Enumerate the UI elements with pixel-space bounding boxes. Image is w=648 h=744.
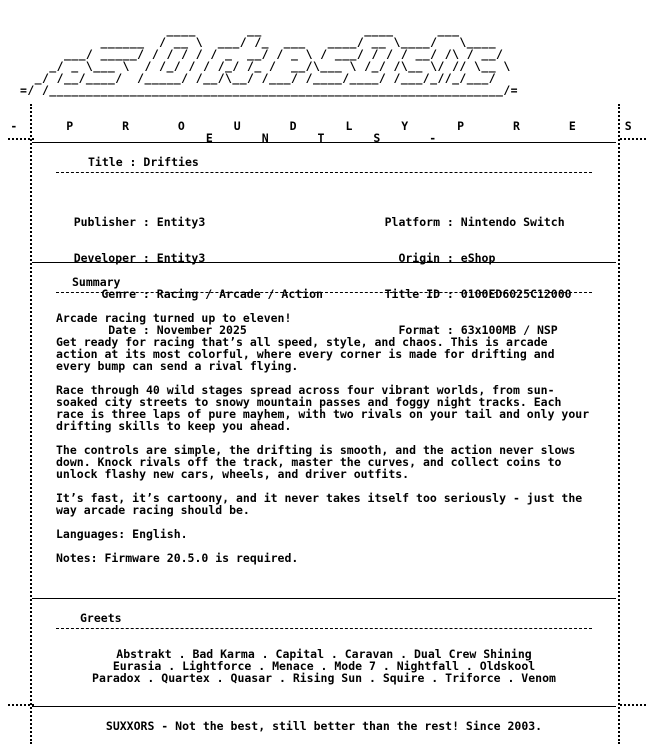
info-key: Developer [73, 251, 136, 265]
info-value: eShop [460, 251, 496, 265]
frame-right-border [618, 104, 620, 744]
info-row: Developer : Entity3 [56, 252, 323, 264]
summary-paragraph: Arcade racing turned up to eleven! [56, 311, 292, 325]
ascii-logo: ____ __ ____ ___ ______ / __ \ ___/ /_ ___ ____/ __ \____/ \____ ___/ _____/ / / / / / _ __/ / _ \ / ___/ / / / __/ /\ / __/ _/ _ \___ \ / /_/ / / /_/ /_ / __/\___ \ /_/ /\__ \/ // \__ \ _/ /__/____/ /_____/ /__/\__/ /___/ /____/____/ /___/_//_/___/ =/ /______________________________________________________________/= [20, 23, 519, 97]
notes-line: Notes: Firmware 20.5.0 is required. [56, 551, 299, 565]
frame-corner-dots [8, 704, 34, 706]
title-label: Title [88, 155, 123, 169]
dashed-divider [56, 292, 592, 293]
summary-body [56, 312, 596, 576]
divider [32, 142, 616, 143]
info-value: Entity3 [156, 215, 206, 229]
title-line: Title : Drifties [88, 155, 199, 169]
info-row: Origin : eShop [372, 252, 572, 264]
languages-line: Languages: English. [56, 527, 188, 541]
greets-line: Paradox . Quartex . Quasar . Rising Sun . Squire . Triforce . Venom [92, 671, 556, 685]
divider [32, 598, 616, 599]
divider [32, 706, 616, 707]
dashed-divider [56, 172, 592, 173]
summary-heading: Summary [72, 275, 121, 289]
info-row: Platform : Nintendo Switch [372, 216, 572, 228]
info-value: Entity3 [156, 251, 206, 265]
info-value: November 2025 [156, 323, 247, 337]
info-key: Publisher [73, 215, 136, 229]
title-value: Drifties [143, 155, 199, 169]
divider [32, 262, 616, 263]
presents-banner: - P R O U D L Y P R E S E N T S - [10, 119, 638, 145]
summary-paragraph: It’s fast, it’s cartoony, and it never takes itself too seriously - just the way arcade racing should be. [56, 491, 583, 517]
info-row: Format : 63x100MB / NSP [372, 324, 572, 336]
greets-heading: Greets [80, 611, 122, 625]
greets-list [56, 648, 592, 684]
frame-left-border [30, 104, 32, 744]
info-key: Platform [384, 215, 440, 229]
info-value: Nintendo Switch [460, 215, 565, 229]
footer-tagline: SUXXORS - Not the best, still better than the rest! Since 2003. [105, 719, 543, 733]
info-key: Origin [398, 251, 440, 265]
greets-line: Eurasia . Lightforce . Menace . Mode 7 . Nightfall . Oldskool [112, 659, 536, 673]
info-row: Genre : Racing / Arcade / Action [56, 288, 323, 300]
info-value: 63x100MB / NSP [460, 323, 558, 337]
info-key: Date [108, 323, 136, 337]
info-row: Title ID : 0100ED6025C12000 [372, 288, 572, 300]
greets-line: Abstrakt . Bad Karma . Capital . Caravan . Dual Crew Shining [116, 647, 532, 661]
info-key: Genre [101, 287, 136, 301]
info-value: 0100ED6025C12000 [460, 287, 572, 301]
summary-paragraph: Get ready for racing that’s all speed, style, and chaos. This is arcade action at its most colorful, where every corner is made for drifting and every bump can send a rival flying. [56, 335, 555, 373]
info-row: Publisher : Entity3 [56, 216, 323, 228]
summary-paragraph: Race through 40 wild stages spread across four vibrant worlds, from sun-soaked city streets to snowy mountain passes and foggy night tracks. Each race is three laps of pure mayhem, with two rivals on your tail and only your drifting skills to keep you ahead. [56, 383, 590, 433]
info-key: Title ID [384, 287, 440, 301]
info-value: Racing / Arcade / Action [156, 287, 323, 301]
info-row: Date : November 2025 [56, 324, 323, 336]
dashed-divider [56, 628, 592, 629]
summary-paragraph: The controls are simple, the drifting is smooth, and the action never slows down. Knock rivals off the track, master the curves, and collect coins to unlock flashy new cars, wheels, and driver outfits. [56, 443, 576, 481]
info-key: Format [398, 323, 440, 337]
frame-corner-dots [620, 704, 646, 706]
